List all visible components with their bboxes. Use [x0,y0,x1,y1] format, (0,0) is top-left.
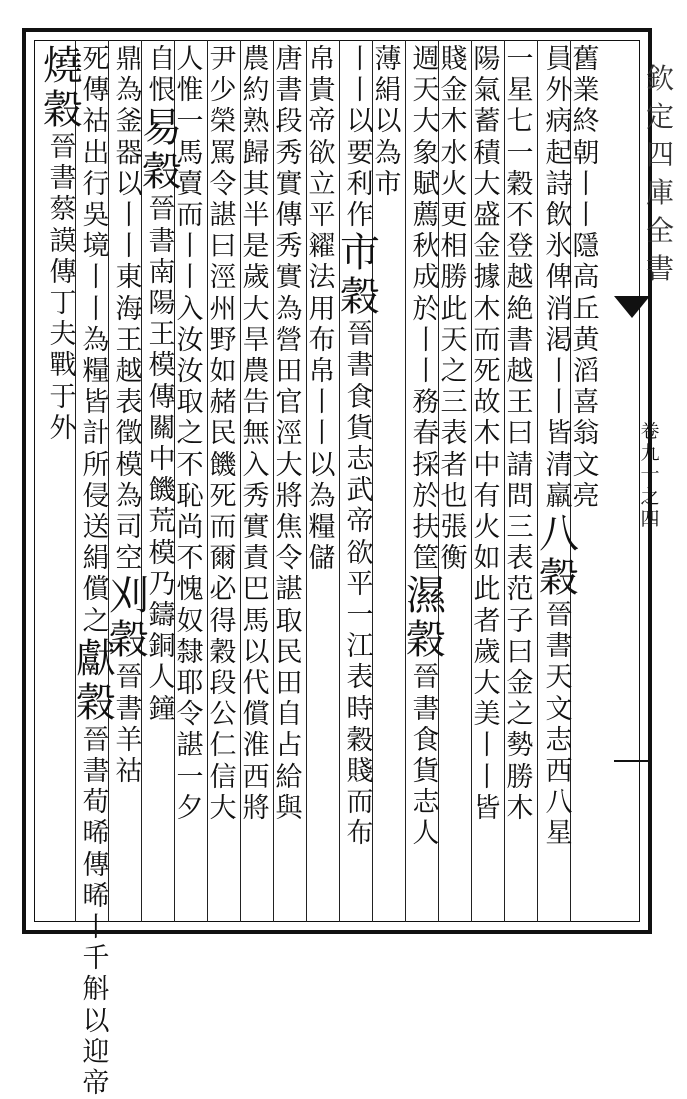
text-column: 尹 少 榮 罵 令 諶 曰 涇 州 野 如 赭 民 饑 死 而 爾 必 得 穀 段 公 仁 信 大 [209,44,237,824]
volume-label: 卷 九 十 之 四 [640,420,660,530]
text-column: 人 惟 一 馬 賣 而 丨 丨 入 汝 汝 取 之 不 恥 尚 不 愧 奴 隸 耶 令 諶 一 夕 [176,44,204,824]
text-column: 唐 書 段 秀 實 傳 秀 實 為 營 田 官 涇 大 將 焦 令 諶 取 民 田 自 占 給 與 [275,44,303,824]
text-column: 一 星 七 一 穀 不 登 越 絶 書 越 王 曰 請 問 三 表 范 子 曰 金 之 勢 勝 木 [506,44,534,824]
text-column: 賤 金 木 水 火 更 相 勝 此 天 之 三 表 者 也 張 衡 [440,44,468,575]
book-title: 欽 定 四 庫 全 書 [645,62,674,285]
text-column: 員 外 病 起 詩 飲 氷 俾 消 渇 丨 丨 皆 清 羸 八 穀 晉 書 天 文 志 西 八 星 [539,44,579,850]
text-column: 農 約 熟 歸 其 半 是 歲 大 旱 農 告 無 入 秀 實 責 巴 馬 以 代 償 淮 西 將 [242,44,270,824]
text-column: 帛 貴 帝 欲 立 平 糴 法 用 布 帛 丨 丨 以 為 糧 儲 [308,44,336,575]
text-column: 陽 氣 蓄 積 大 盛 金 據 木 而 死 故 木 中 有 火 如 此 者 歲 大 美 丨 丨 皆 [473,44,501,824]
fish-tail-mark [614,296,650,318]
fish-tail-rule [614,760,650,762]
text-column: 舊 業 終 朝 丨 丨 隱 高 丘 黄 滔 喜 翁 文 亮 [572,44,600,512]
text-column: 週 天 大 象 賦 薦 秋 成 於 丨 丨 務 春 採 於 扶 筐 濕 穀 晉 書 食 貨 志 人 [406,44,446,850]
text-column: 丨 丨 以 要 利 作 市 穀 晉 書 食 貨 志 武 帝 欲 平 一 江 表 時 穀 賤 而 布 [340,44,380,850]
text-column: 自 恨 易 穀 晉 書 南 陽 王 模 傳 關 中 饑 荒 模 乃 鑄 銅 人 鐘 [142,44,182,725]
text-column: 鼎 為 釜 器 以 丨 丨 東 海 王 越 表 徵 模 為 司 空 刈 穀 晉 書 羊 祜 [109,44,149,788]
text-column: 燒 穀 晉 書 蔡 謨 傳 丁 夫 戰 于 外 [43,43,83,444]
text-column: 死 傳 祜 出 行 吳 境 丨 丨 為 糧 皆 計 所 侵 送 絹 償 之 獻 穀 晉 書 荀 晞 傳 晞 丨 千 斛 以 迎 帝 [76,44,116,1099]
text-column: 薄 絹 以 為 市 [374,44,402,200]
